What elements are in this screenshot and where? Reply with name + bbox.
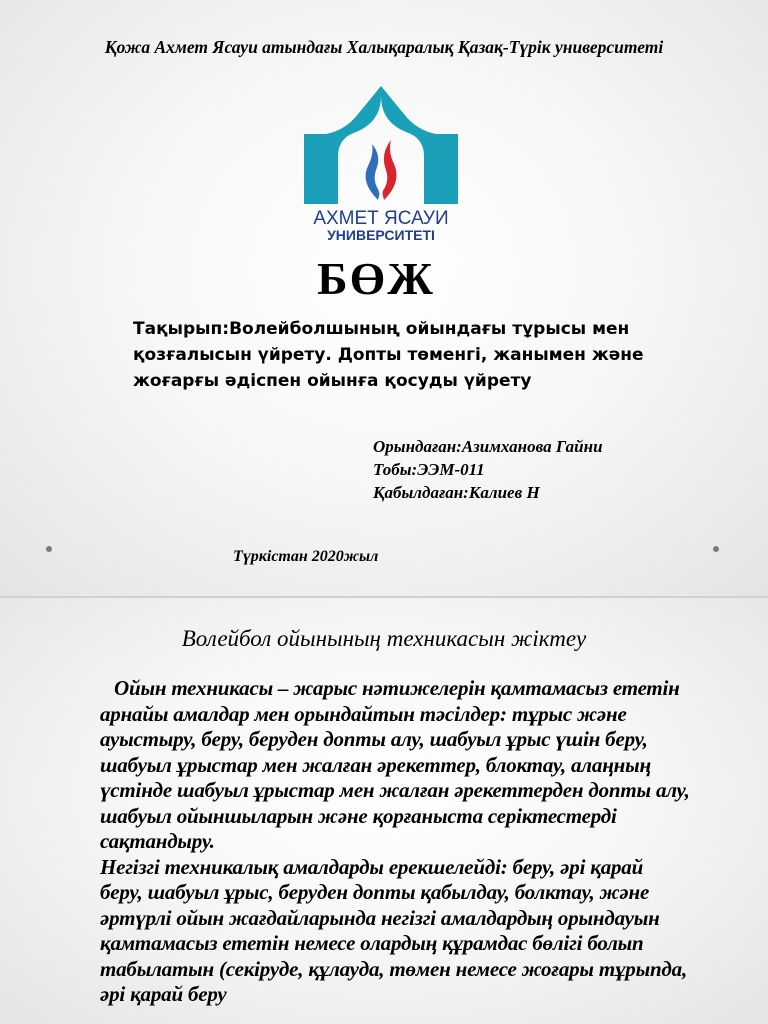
performed-by: Орындаған:Азимханова Гайни <box>373 437 603 456</box>
university-name: Қожа Ахмет Ясауи атындағы Халықаралық Қазақ-Түрік университеті <box>104 37 664 57</box>
group: Тобы:ЭЭМ-011 <box>373 460 485 479</box>
bullet-dot-left <box>46 546 52 552</box>
logo-text-line1: АХМЕТ ЯСАУИ <box>313 208 449 229</box>
work-type-abbreviation: БӨЖ <box>317 253 435 304</box>
university-logo <box>296 86 466 246</box>
bullet-dot-right <box>713 546 719 552</box>
body-paragraph: Ойын техникасы – жарыс нәтижелерін қамтамасыз ететін арнайы амалдар мен орындайтын тәсілдер: тұрыс және ауыстыру, беру, беруден допты алу, шабуыл ұрыс үшін беру, шабуыл ұрыстар мен жалған әрекеттер, блоктау, алаңның үстінде шабуыл ұрыстар мен жалған әрекеттерден допты алу, шабуыл ойыншыларын және қорғаныста серіктестерді сақтандыру. <box>100 676 690 853</box>
body-paragraph: Негізгі техникалық амалдарды ерекшелейді: беру, әрі қарай беру, шабуыл ұрыс, беруден допты қабылдау, болктау, және әртүрлі ойын жағдайларында негізгі амалдардың орындауын қамтамасыз ететін немесе олардың құрамдас бөлігі болып табылатын (секіруде, құлауда, төмен немесе жоғары тұрыпда, әрі қарай беру <box>100 854 688 1006</box>
slide-body <box>100 676 690 1008</box>
university-logo-emblem <box>296 86 466 246</box>
place-year: Түркістан 2020жыл <box>233 548 379 565</box>
topic-text: Тақырып:Волейболшының ойындағы тұрысы мен қозғалысын үйрету. Допты төменгі, жанымен және жоғарғы әдіспен ойынға қосуды үйрету <box>133 319 644 391</box>
logo-text-line2: УНИВЕРСИТЕТІ <box>327 227 435 243</box>
accepted-by: Қабылдаған:Калиев Н <box>373 483 540 502</box>
content-slide <box>0 598 768 1024</box>
slide-title: Волейбол ойынының техникасын жіктеу <box>181 626 587 651</box>
author-info <box>373 435 733 504</box>
